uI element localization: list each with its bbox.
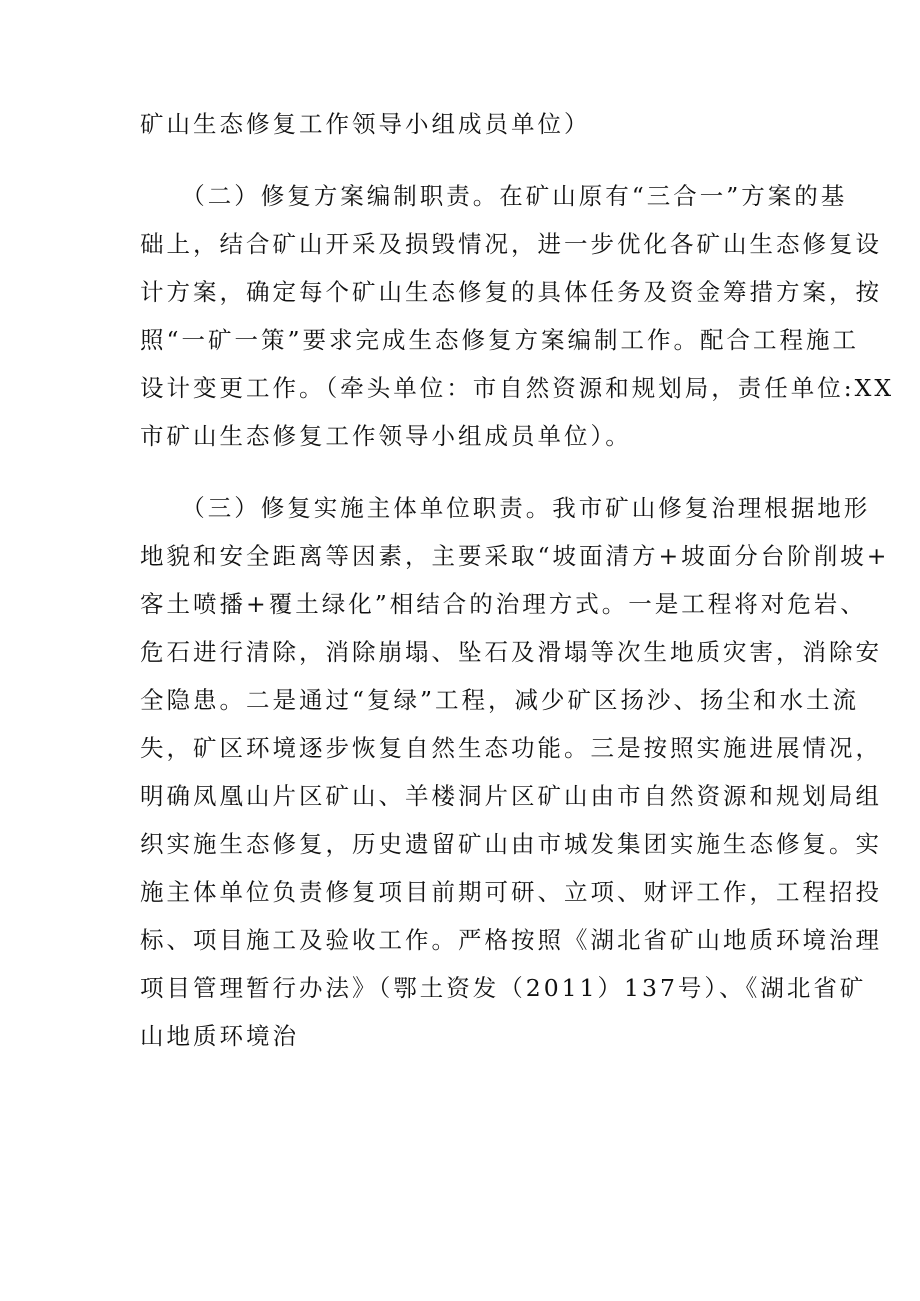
text-line: 市矿山生态修复工作领导小组成员单位）。 xyxy=(140,422,632,450)
text-line: 客土喷播+覆土绿化”相结合的治理方式。一是工程将对危岩、 xyxy=(140,590,867,618)
text-line: 标、项目施工及验收工作。严格按照《湖北省矿山地质环境治理 xyxy=(140,926,882,954)
text-line: 明确凤凰山片区矿山、羊楼洞片区矿山由市自然资源和规划局组 xyxy=(140,782,882,810)
text-line: 矿山生态修复工作领导小组成员单位） xyxy=(140,110,591,138)
text-line: （三）修复实施主体单位职责。我市矿山修复治理根据地形 xyxy=(140,494,871,522)
text-line: 全隐患。二是通过“复绿”工程，减少矿区扬沙、扬尘和水土流 xyxy=(140,686,860,714)
document-body xyxy=(140,100,895,1060)
text-line: （二）修复方案编制职责。在矿山原有“三合一”方案的基 xyxy=(140,182,848,210)
paragraph-3-implementation xyxy=(140,484,890,1060)
text-line: 失，矿区环境逐步恢复自然生态功能。三是按照实施进展情况， xyxy=(140,734,882,762)
text-line: 项目管理暂行办法》（鄂土资发（2011）137号）、《湖北省矿 xyxy=(140,974,867,1002)
paragraph-2-plan-compilation xyxy=(140,172,895,460)
text-line: 计方案，确定每个矿山生态修复的具体任务及资金筹措方案，按 xyxy=(140,278,882,306)
text-line: 山地质环境治 xyxy=(140,1022,299,1050)
text-line: 地貌和安全距离等因素，主要采取“坡面清方+坡面分台阶削坡+ xyxy=(140,542,890,570)
text-line: 照“一矿一策”要求完成生态修复方案编制工作。配合工程施工 xyxy=(140,326,860,354)
text-line: 织实施生态修复，历史遗留矿山由市城发集团实施生态修复。实 xyxy=(140,830,882,858)
paragraph-gap xyxy=(140,460,790,484)
paragraph-1-tail xyxy=(140,100,790,148)
text-line: 施主体单位负责修复项目前期可研、立项、财评工作，工程招投 xyxy=(140,878,882,906)
text-line: 危石进行清除，消除崩塌、坠石及滑塌等次生地质灾害，消除安 xyxy=(140,638,882,666)
text-line: 设计变更工作。（牵头单位：市自然资源和规划局，责任单位:XX xyxy=(140,374,895,402)
text-line: 础上，结合矿山开采及损毁情况，进一步优化各矿山生态修复设 xyxy=(140,230,882,258)
paragraph-gap xyxy=(140,148,790,172)
